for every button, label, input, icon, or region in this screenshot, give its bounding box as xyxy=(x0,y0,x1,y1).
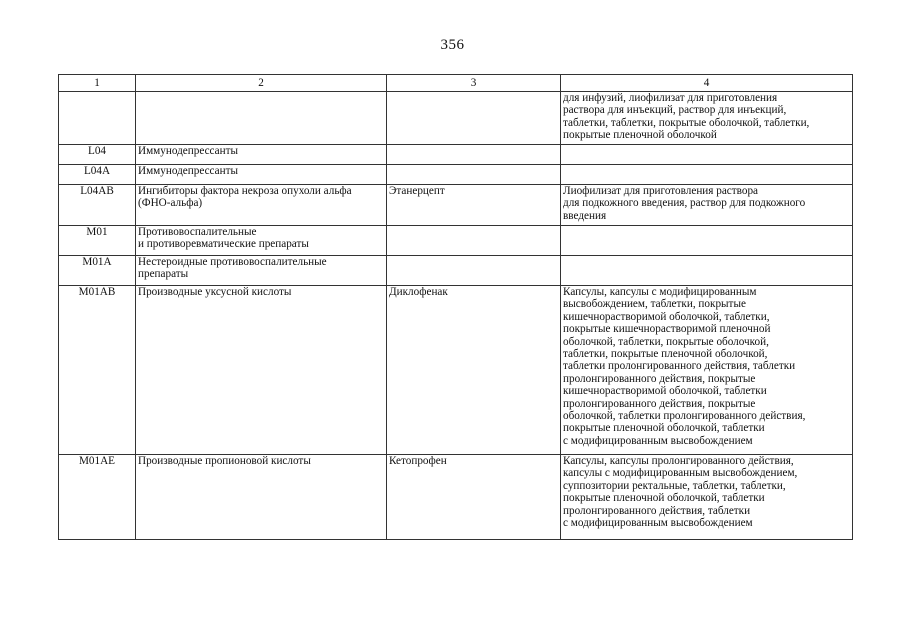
group-cell: Производные пропионовой кислоты xyxy=(136,455,387,540)
table-row xyxy=(59,92,853,145)
dosage-forms-cell: Капсулы, капсулы пролонгированного действия, капсулы с модифицированным высвобождением, суппозитории ректальные, таблетки, таблетки, покрытые пленочной оболочкой, таблетки пролонгированного действия, таблетки с модифицированным высвобождением xyxy=(561,455,853,540)
table-row xyxy=(59,165,853,185)
drug-cell xyxy=(387,256,561,286)
medication-table xyxy=(58,74,853,540)
column-header-4: 4 xyxy=(561,75,853,92)
group-cell: Ингибиторы фактора некроза опухоли альфа (ФНО-альфа) xyxy=(136,185,387,226)
drug-cell xyxy=(387,165,561,185)
table-row xyxy=(59,145,853,165)
atc-code-cell: M01AB xyxy=(59,286,136,455)
dosage-forms-cell xyxy=(561,145,853,165)
table-row xyxy=(59,185,853,226)
group-cell: Противовоспалительные и противоревматические препараты xyxy=(136,226,387,256)
group-cell: Иммунодепрессанты xyxy=(136,165,387,185)
dosage-forms-cell: для инфузий, лиофилизат для приготовления раствора для инъекций, раствор для инъекций, таблетки, таблетки, покрытые оболочкой, таблетки, покрытые пленочной оболочкой xyxy=(561,92,853,145)
drug-cell: Этанерцепт xyxy=(387,185,561,226)
table-row xyxy=(59,256,853,286)
dosage-forms-cell: Капсулы, капсулы с модифицированным высвобождением, таблетки, покрытые кишечнорастворимой оболочкой, таблетки, покрытые кишечнорастворимой пленочной оболочкой, таблетки, покрытые оболочкой, таблетки, покрытые пленочной оболочкой, таблетки пролонгированного действия, таблетки пролонгированного действия, покрытые кишечнорастворимой оболочкой, таблетки пролонгированного действия, покрытые оболочкой, таблетки пролонгированного действия, покрытые пленочной оболочкой, таблетки с модифицированным высвобождением xyxy=(561,286,853,455)
table-row xyxy=(59,455,853,540)
drug-cell xyxy=(387,226,561,256)
column-header-3: 3 xyxy=(387,75,561,92)
table-row xyxy=(59,226,853,256)
atc-code-cell xyxy=(59,92,136,145)
table-row xyxy=(59,286,853,455)
dosage-forms-cell xyxy=(561,256,853,286)
drug-cell: Диклофенак xyxy=(387,286,561,455)
drug-cell xyxy=(387,92,561,145)
atc-code-cell: L04 xyxy=(59,145,136,165)
atc-code-cell: M01A xyxy=(59,256,136,286)
group-cell xyxy=(136,92,387,145)
atc-code-cell: M01AE xyxy=(59,455,136,540)
column-header-2: 2 xyxy=(136,75,387,92)
group-cell: Нестероидные противовоспалительные препараты xyxy=(136,256,387,286)
drug-cell: Кетопрофен xyxy=(387,455,561,540)
dosage-forms-cell xyxy=(561,165,853,185)
group-cell: Производные уксусной кислоты xyxy=(136,286,387,455)
dosage-forms-cell: Лиофилизат для приготовления раствора для подкожного введения, раствор для подкожного введения xyxy=(561,185,853,226)
atc-code-cell: L04A xyxy=(59,165,136,185)
drug-cell xyxy=(387,145,561,165)
column-header-1: 1 xyxy=(59,75,136,92)
dosage-forms-cell xyxy=(561,226,853,256)
group-cell: Иммунодепрессанты xyxy=(136,145,387,165)
atc-code-cell: M01 xyxy=(59,226,136,256)
header-row xyxy=(59,75,853,92)
page-number: 356 xyxy=(440,37,465,53)
atc-code-cell: L04AB xyxy=(59,185,136,226)
